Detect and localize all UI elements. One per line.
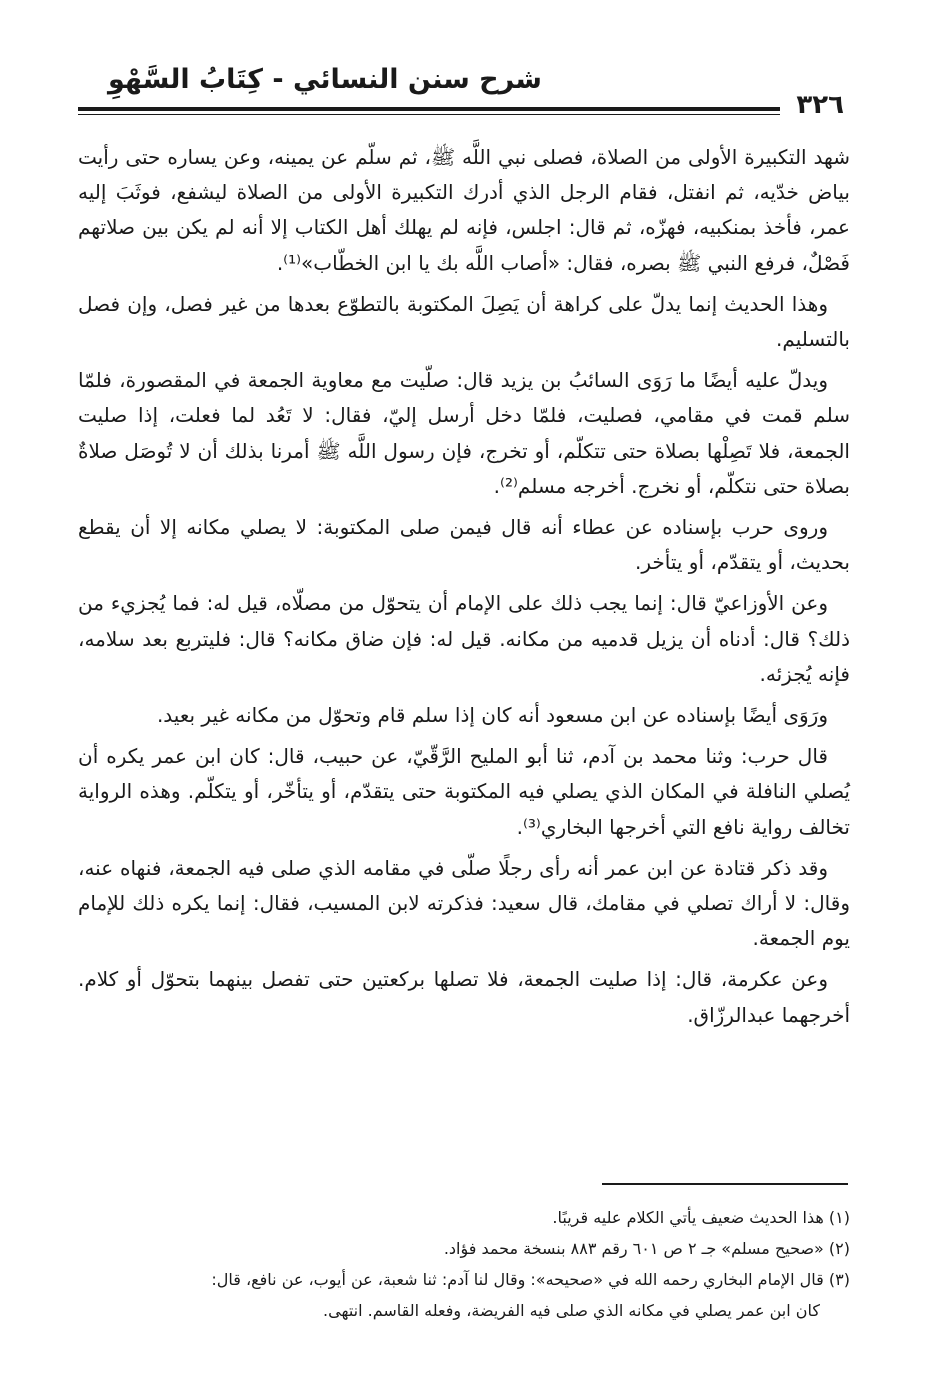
paragraph: وروى حرب بإسناده عن عطاء أنه قال فيمن صلى المكتوبة: لا يصلي مكانه إلا أن يقطع بحديث، أو يتقدّم، أو يتأخر. (78, 515, 850, 575)
paragraph: وهذا الحديث إنما يدلّ على كراهة أن يَصِلَ المكتوبة بالتطوّع بعدها من غير فصل، وإن فصل بالتسليم. (78, 291, 850, 352)
footnote: (٣) قال الإمام البخاري رحمه الله في «صحيحه»: وقال لنا آدم: ثنا شعبة، عن أيوب، عن نافع، قال: (211, 1270, 850, 1289)
paragraph: ورَوَى أيضًا بإسناده عن ابن مسعود أنه كان إذا سلم قام وتحوّل من مكانه غير بعيد. (156, 703, 828, 728)
page-header (78, 62, 850, 122)
footnotes (78, 1202, 850, 1326)
page-number: ٣٢٦ (796, 90, 844, 120)
paragraph: وقد ذكر قتادة عن ابن عمر أنه رأى رجلًا صلّى في مقامه الذي صلى فيه الجمعة، فنهاه عنه، وقال: لا أراك تصلي في مقامك، قال سعيد: فذكرته لابن المسيب، فقال: إنما يكره ذلك للإمام يوم الجمعة. (78, 855, 850, 951)
header-rule-thin (78, 114, 780, 115)
footnote: (٢) «صحيح مسلم» جـ ٢ ص ٦٠١ رقم ٨٨٣ بنسخة محمد فؤاد. (443, 1239, 850, 1258)
footnote-separator (602, 1183, 848, 1185)
running-title: شرح سنن النسائي - كِتَابُ السَّهْوِ (108, 64, 542, 95)
paragraph: قال حرب: وثنا محمد بن آدم، ثنا أبو المليح الرَّقّيّ، عن حبيب، قال: كان ابن عمر يكره أن يُصلي النافلة في المكان الذي يصلي فيه المكتوبة حتى يتقدّم، أو يتأخّر، أو يتكلّم. وهذه الرواية تخالف رواية نافع التي أخرجها البخاري⁽³⁾. (78, 744, 850, 839)
footnote-continuation: كان ابن عمر يصلي في مكانه الذي صلى فيه الفريضة، وفعله القاسم. انتهى. (323, 1301, 820, 1320)
paragraph: ويدلّ عليه أيضًا ما رَوَى السائبُ بن يزيد قال: صلّيت مع معاوية الجمعة في المقصورة، فلمّا سلم قمت في مقامي، فصليت، فلمّا دخل أرسل إليّ، فقال: لا تَعُد لما فعلت، إذا صليت الجمعة، فلا تَصِلْها بصلاة حتى تتكلّم، أو تخرج، فإن رسول اللَّه ﷺ أمرنا بذلك أن لا تُوصَل صلاةٌ بصلاة حتى نتكلّم، أو نخرج. أخرجه مسلم⁽²⁾. (78, 368, 850, 498)
header-rule-thick (78, 107, 780, 111)
paragraph: وعن الأوزاعيّ قال: إنما يجب ذلك على الإمام أن يتحوّل من مصلّاه، قيل له: فما يُجزيء من ذلك؟ قال: أدناه أن يزيل قدميه من مكانه. قيل له: فإن ضاق مكانه؟ قال: فليتربع بعد سلامه، فإنه يُجزئه. (78, 591, 850, 686)
main-text (78, 140, 850, 1039)
footnote: (١) هذا الحديث ضعيف يأتي الكلام عليه قريبًا. (552, 1208, 850, 1227)
paragraph: وعن عكرمة، قال: إذا صليت الجمعة، فلا تصلها بركعتين حتى تفصل بينهما بتحوّل أو كلام. أخرجهما عبدالرزّاق. (78, 967, 850, 1027)
paragraph: شهد التكبيرة الأولى من الصلاة، فصلى نبي اللَّه ﷺ، ثم سلّم عن يمينه، وعن يساره حتى رأيت بياض خدّيه، ثم انفتل، فقام الرجل الذي أدرك التكبيرة الأولى من الصلاة ليشفع، فوثَبَ إليه عمر، فأخذ بمنكبيه، فهزّه، ثم قال: اجلس، فإنه لم يهلك أهل الكتاب إلا أنه لم يكن بين صلاتهم فَصْلٌ، فرفع النبي ﷺ بصره، فقال: «أصاب اللَّه بك يا ابن الخطّاب»⁽¹⁾. (78, 145, 850, 275)
